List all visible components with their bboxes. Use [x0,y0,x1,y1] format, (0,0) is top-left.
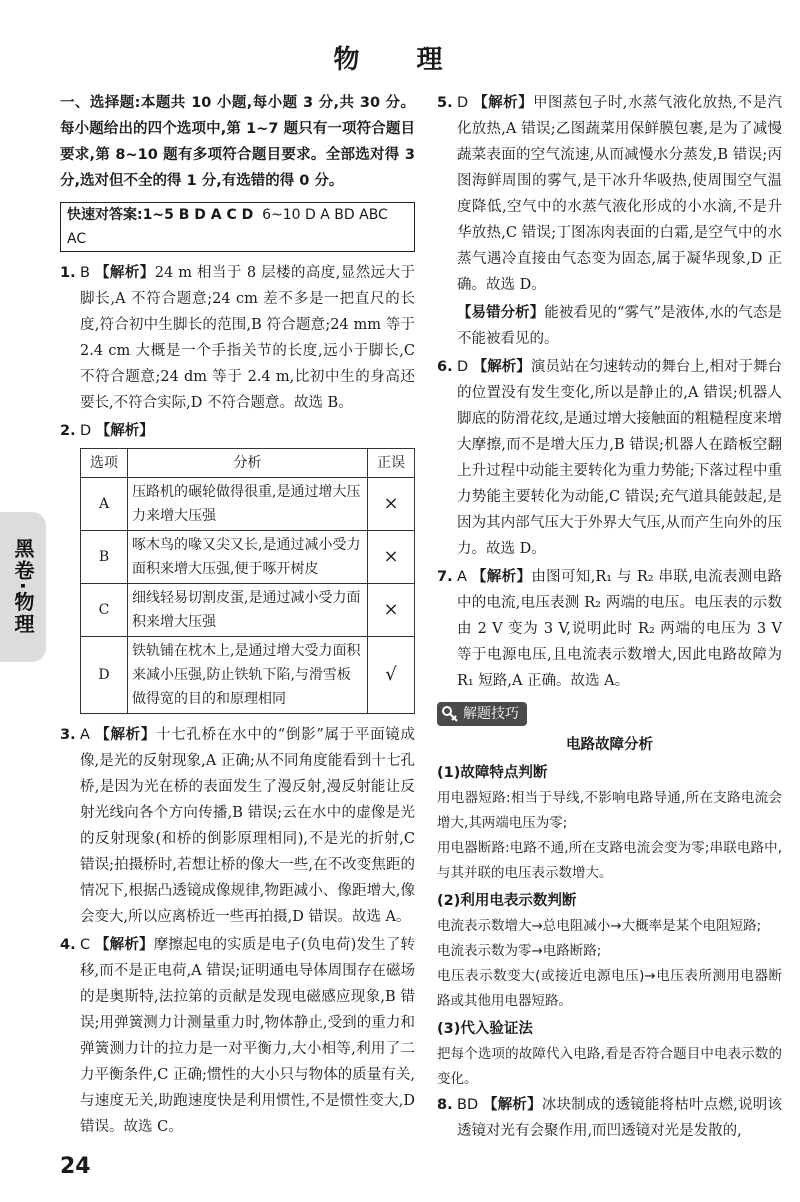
quick-answer-6-10: 6~10 D A BD ABC AC [67,207,388,247]
answer-letter: C [80,937,91,953]
tip-badge [437,702,527,726]
sidebar-label: 黑卷·物理 [11,538,35,636]
error-analysis-tag: 【易错分析】 [457,305,545,321]
tip-paragraph: 把每个选项的故障代入电路,看是否符合题目中电表示数的变化。 [437,1046,782,1087]
section-intro: 一、选择题:本题共 10 小题,每小题 3 分,共 30 分。每小题给出的四个选项中,第 1~7 题只有一项符合题目要求,第 8~10 题有多项符合题目要求。全部选对得 3 分,选对但不全的得 1 分,有选错的得 0 分。 [60,95,415,189]
table-cell-analysis: 压路机的碾轮做得很重,是通过增大压力来增大压强 [128,478,368,531]
column-header-result: 正误 [368,449,415,478]
question-text: 演员站在匀速转动的舞台上,相对于舞台的位置没有发生变化,所以是静止的,A 错误;机器人脚底的防滑花纹,是通过增大接触面的粗糙程度来增大摩擦,而不是增大压力,B 错误;机器人在踏板空翻上升过程中动能主要转化为重力势能;下落过程中重力势能主要转化为动能,C 错误;充气道具能鼓起,是因为其内部气压大于外界大气压,从而产生向外的压力。故选 D。 [457,359,783,557]
question-number: 7. [437,569,453,585]
question-2 [60,418,415,444]
table-cell-result: × [368,531,415,584]
question-number: 6. [437,359,453,375]
question-number: 5. [437,95,453,111]
answer-letter: D [80,423,92,439]
tip-heading-1: (1)故障特点判断 [437,765,548,781]
question-8 [437,1092,782,1144]
table-row [81,478,415,531]
analysis-tag: 【解析】 [471,569,532,585]
tip-heading-2: (2)利用电表示数判断 [437,893,577,909]
question-4 [60,932,415,1140]
quick-answer-box [60,202,415,252]
analysis-tag: 【解析】 [94,937,154,953]
left-column [60,90,415,1142]
analysis-tag: 【解析】 [472,359,531,375]
page-number: 24 [60,1154,91,1179]
table-row [81,637,415,714]
tip-paragraph: 电压表示数变大(或接近电源电压)→电压表所测用电器断路或其他用电器短路。 [437,968,782,1009]
question-number: 4. [60,937,76,953]
analysis-tag: 【解析】 [95,423,154,439]
question-text: 24 m 相当于 8 层楼的高度,显然远大于脚长,A 不符合题意;24 cm 差不多是一把直尺的长度,符合初中生脚长的范围,B 符合题意;24 mm 等于 2.4 cm 大概是一个手指关节的长度,远小于脚长,C 不符合题意;24 dm 等于 2.4 m,比初中生的身高还要长,不符合实际,D 不符合题意。故选 B。 [80,265,415,411]
key-icon [441,705,459,723]
quick-answer-label: 快速对答案: [67,207,143,223]
analysis-tag: 【解析】 [482,1097,542,1113]
question-6 [437,354,782,562]
question-text: 十七孔桥在水中的“倒影”属于平面镜成像,是光的反射现象,A 正确;从不同角度能看到十七孔桥,是因为光在桥的表面发生了漫反射,漫反射能让反射光线向各个方向传播,B 错误;云在水中的虚像是光的反射现象(和桥的倒影原理相同),不是光的折射,C 错误;拍摄桥时,若想让桥的像大一些,在不改变焦距的情况下,根据凸透镜成像规律,物距减小、像距增大,像会变大,所以应离桥近一些再拍摄,D 错误。故选 A。 [80,727,416,925]
table-cell-option: A [81,478,128,531]
answer-letter: B [80,265,90,281]
page-title: 物 理 [333,45,467,75]
analysis-tag: 【解析】 [95,265,155,281]
column-header-analysis: 分析 [128,449,368,478]
question-5 [437,90,782,352]
table-cell-result: √ [368,637,415,714]
column-header-option: 选项 [81,449,128,478]
question-3 [60,722,415,930]
right-column [437,90,782,1146]
table-cell-analysis: 细线轻易切割皮蛋,是通过减小受力面积来增大压强 [128,584,368,637]
table-row [81,584,415,637]
error-analysis-text: 能被看见的“雾气”是液体,水的气态是不能被看见的。 [457,305,783,347]
tip-heading-3: (3)代入验证法 [437,1021,533,1037]
analysis-tag: 【解析】 [473,95,534,111]
tip-paragraph: 用电器断路:电路不通,所在支路电流会变为零;串联电路中,与其并联的电压表示数增大。 [437,840,782,881]
question-1 [60,260,415,416]
table-cell-option: D [81,637,128,714]
table-cell-analysis: 啄木鸟的喙又尖又长,是通过减小受力面积来增大压强,便于啄开树皮 [128,531,368,584]
table-row [81,531,415,584]
question-text: 甲图蒸包子时,水蒸气液化放热,不是汽化放热,A 错误;乙图蔬菜用保鲜膜包裹,是为了减慢蔬菜表面的空气流速,从而减慢水分蒸发,B 错误;丙图海鲜周围的雾气,是干冰升华吸热,使周围空气温度降低,空气中的水蒸气液化形成的小水滴,不是升华放热,C 错误;丁图冻肉表面的白霜,是空气中的水蒸气遇冷直接由气态变为固态,属于凝华现象,D 正确。故选 D。 [457,95,783,293]
analysis-tag: 【解析】 [95,727,157,743]
tip-paragraph: 用电器短路:相当于导线,不影响电路导通,所在支路电流会增大,其两端电压为零; [437,790,782,831]
question-number: 2. [60,423,76,439]
answer-letter: D [457,95,469,111]
question-text: 由图可知,R₁ 与 R₂ 串联,电流表测电路中的电流,电压表测 R₂ 两端的电压。电压表的示数由 2 V 变为 3 V,说明此时 R₂ 两端的电压为 3 V 等于电源电压,且电流表示数增大,因此电路故障为 R₁ 短路,A 正确。故选 A。 [457,569,782,689]
sidebar-tab [0,512,46,662]
tip-title: 电路故障分析 [566,737,653,753]
question-7 [437,564,782,694]
table-cell-result: × [368,584,415,637]
question-text: 摩擦起电的实质是电子(负电荷)发生了转移,而不是正电荷,A 错误;证明通电导体周围存在磁场的是奥斯特,法拉第的贡献是发现电磁感应现象,B 错误;用弹簧测力计测量重力时,物体静止,受到的重力和弹簧测力计的拉力是一对平衡力,大小相等,利用了二力平衡条件,C 正确;惯性的大小只与物体的质量有关,与速度无关,助跑速度快是利用惯性,不是惯性变大,D 错误。故选 C。 [80,937,416,1135]
question-text: 冰块制成的透镜能将枯叶点燃,说明该透镜对光有会聚作用,而凹透镜对光是发散的, [457,1097,783,1139]
table-cell-analysis: 铁轨铺在枕木上,是通过增大受力面积来减小压强,防止铁轨下陷,与滑雪板做得宽的目的和原理相同 [128,637,368,714]
table-cell-option: B [81,531,128,584]
quick-answer-1-5: 1~5 B D A C D [142,207,254,223]
analysis-table [80,448,415,714]
tip-badge-label: 解题技巧 [463,706,519,722]
answer-letter: D [457,359,469,375]
table-header-row [81,449,415,478]
question-number: 3. [60,727,76,743]
tip-paragraph: 电流表示数为零→电路断路; [437,943,602,959]
table-cell-result: × [368,478,415,531]
question-number: 8. [437,1097,453,1113]
question-number: 1. [60,265,76,281]
tip-paragraph: 电流表示数增大→总电阻减小→大概率是某个电阻短路; [437,918,762,934]
table-cell-option: C [81,584,128,637]
answer-letter: BD [457,1097,479,1113]
answer-letter: A [80,727,90,743]
answer-letter: A [457,569,467,585]
